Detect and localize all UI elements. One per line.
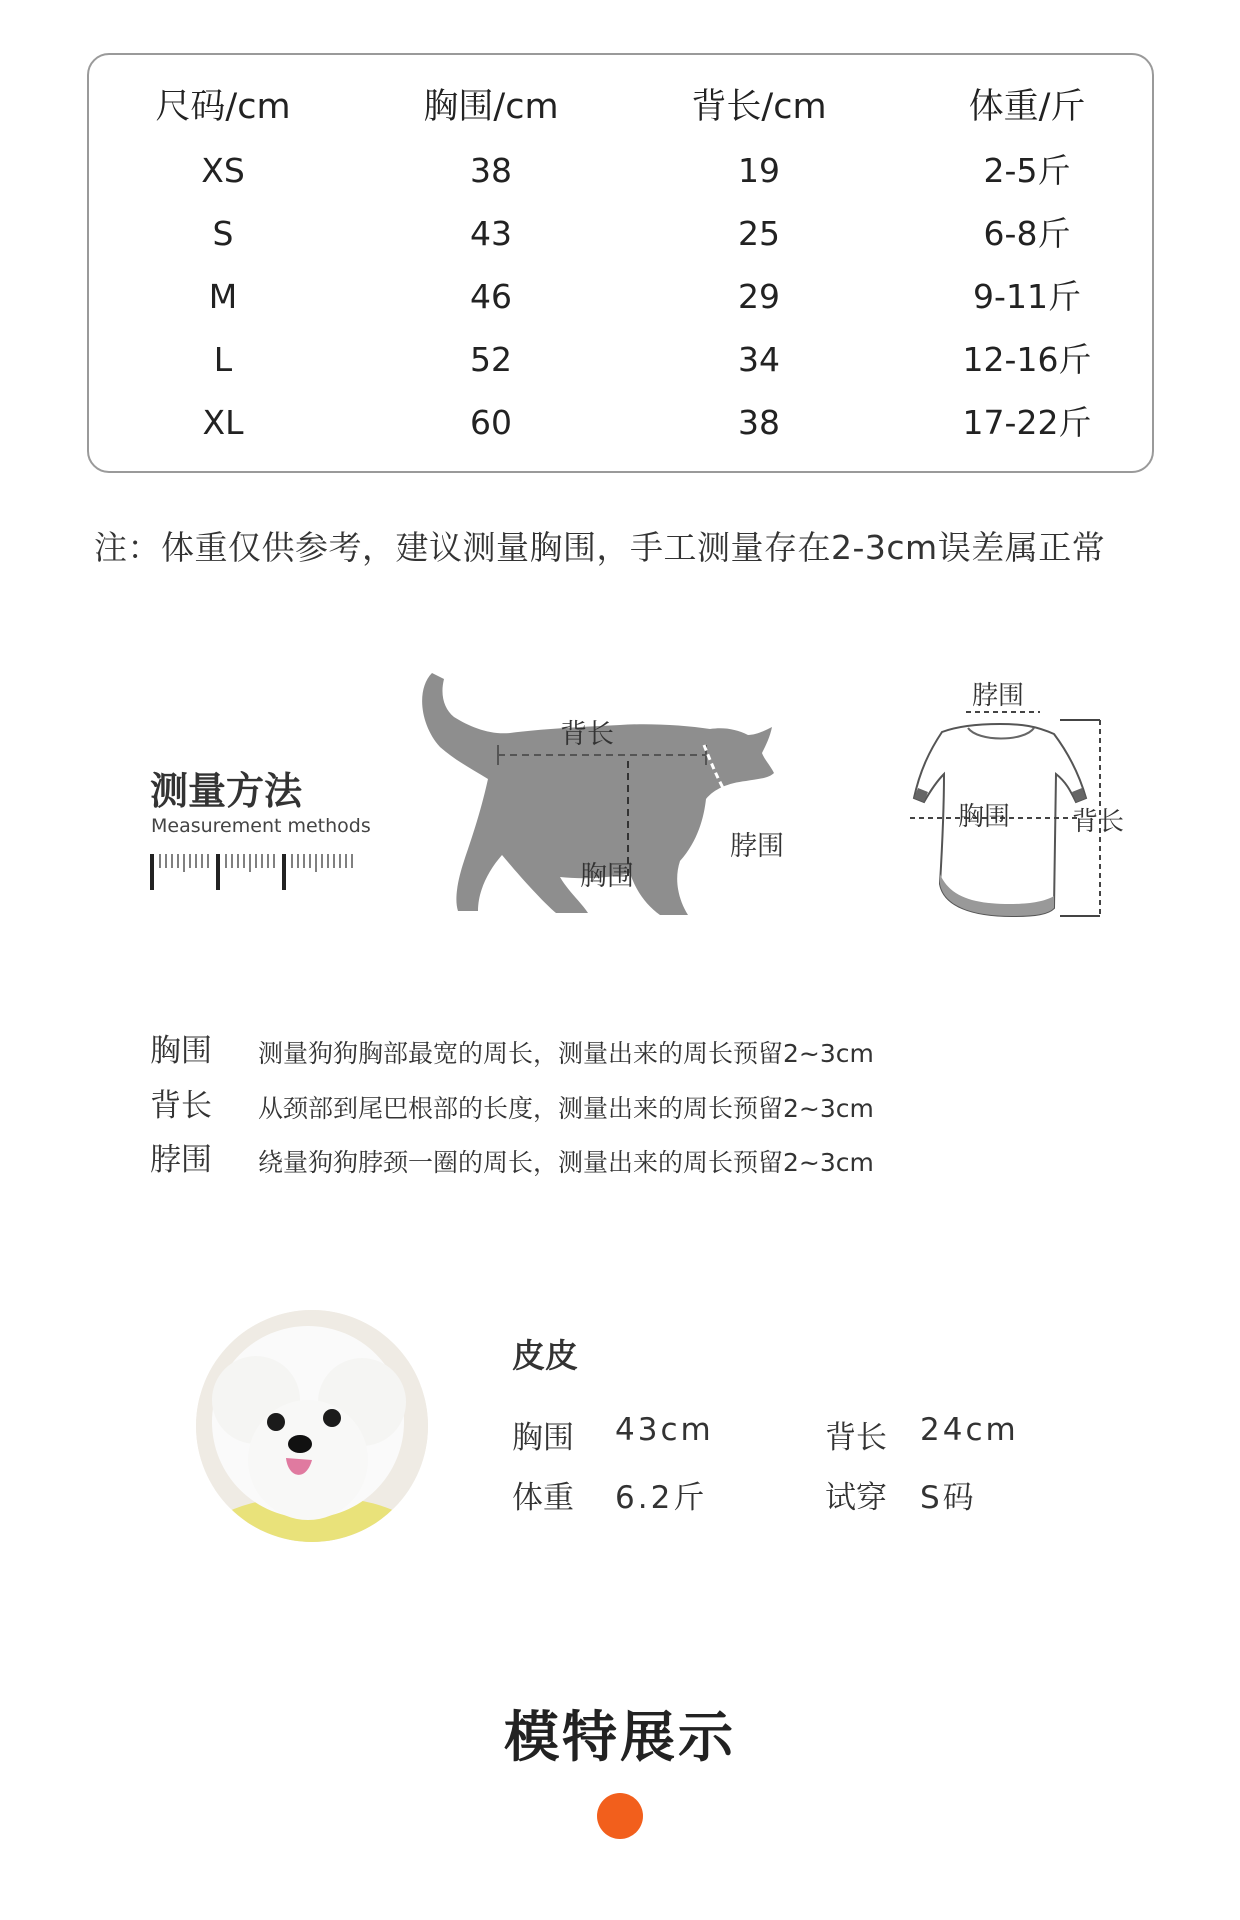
table-cell: M — [208, 277, 238, 316]
table-cell: 19 — [738, 151, 780, 190]
shirt-measurement-diagram — [880, 670, 1140, 930]
table-cell: XL — [202, 403, 244, 442]
cat-measurement-diagram — [410, 665, 790, 925]
table-cell: 46 — [470, 277, 512, 316]
model-chest-label: 胸围 — [512, 1420, 574, 1456]
dog-face-icon — [196, 1310, 428, 1542]
table-cell: 34 — [738, 340, 780, 379]
method-subtitle: Measurement methods — [151, 815, 371, 837]
table-cell: 60 — [470, 403, 512, 442]
ruler-icon — [150, 850, 360, 892]
model-try-label: 试穿 — [825, 1480, 887, 1516]
cat-chest-label: 胸围 — [580, 861, 634, 892]
table-cell: 38 — [470, 151, 512, 190]
table-header-weight: 体重/斤 — [968, 87, 1086, 127]
method-title: 测量方法 — [150, 769, 303, 813]
table-cell: 38 — [738, 403, 780, 442]
table-cell: 2-5斤 — [983, 151, 1071, 190]
model-dog-photo — [196, 1310, 428, 1542]
table-cell: 43 — [470, 214, 512, 253]
cat-back-label: 背长 — [560, 719, 614, 750]
shirt-back-label: 背长 — [1072, 807, 1125, 837]
size-note: 注：体重仅供参考，建议测量胸围，手工测量存在2-3cm误差属正常 — [94, 528, 1106, 567]
table-cell: 12-16斤 — [962, 340, 1092, 379]
table-cell: 17-22斤 — [962, 403, 1092, 442]
table-cell: S — [212, 214, 234, 253]
table-header-back: 背长/cm — [691, 87, 827, 127]
accent-dot-icon — [597, 1793, 643, 1839]
definition-text-back: 从颈部到尾巴根部的长度，测量出来的周长预留2~3cm — [258, 1094, 874, 1123]
model-name: 皮皮 — [512, 1336, 578, 1375]
size-table — [87, 53, 1154, 473]
definition-term-back: 背长 — [150, 1088, 212, 1124]
model-weight-label: 体重 — [512, 1480, 574, 1516]
model-back-label: 背长 — [825, 1420, 887, 1456]
model-back-value: 24cm — [920, 1412, 1019, 1448]
definition-term-chest: 胸围 — [150, 1033, 212, 1069]
table-cell: 6-8斤 — [983, 214, 1071, 253]
model-chest-value: 43cm — [615, 1412, 714, 1448]
shirt-neck-label: 脖围 — [972, 681, 1025, 711]
definition-term-neck: 脖围 — [150, 1142, 212, 1178]
table-header-size: 尺码/cm — [155, 87, 291, 127]
cat-neck-label: 脖围 — [730, 831, 784, 862]
showcase-title: 模特展示 — [503, 1705, 736, 1769]
table-cell: 29 — [738, 277, 780, 316]
table-header-chest: 胸围/cm — [423, 87, 559, 127]
table-cell: 9-11斤 — [973, 277, 1081, 316]
table-cell: 52 — [470, 340, 512, 379]
table-cell: XS — [201, 151, 245, 190]
definition-text-chest: 测量狗狗胸部最宽的周长，测量出来的周长预留2~3cm — [258, 1039, 874, 1068]
model-weight-value: 6.2斤 — [615, 1480, 708, 1516]
table-cell: 25 — [738, 214, 780, 253]
definition-text-neck: 绕量狗狗脖颈一圈的周长，测量出来的周长预留2~3cm — [258, 1148, 874, 1177]
shirt-chest-label: 胸围 — [958, 802, 1011, 832]
table-cell: L — [213, 340, 233, 379]
model-try-value: S码 — [920, 1480, 977, 1516]
